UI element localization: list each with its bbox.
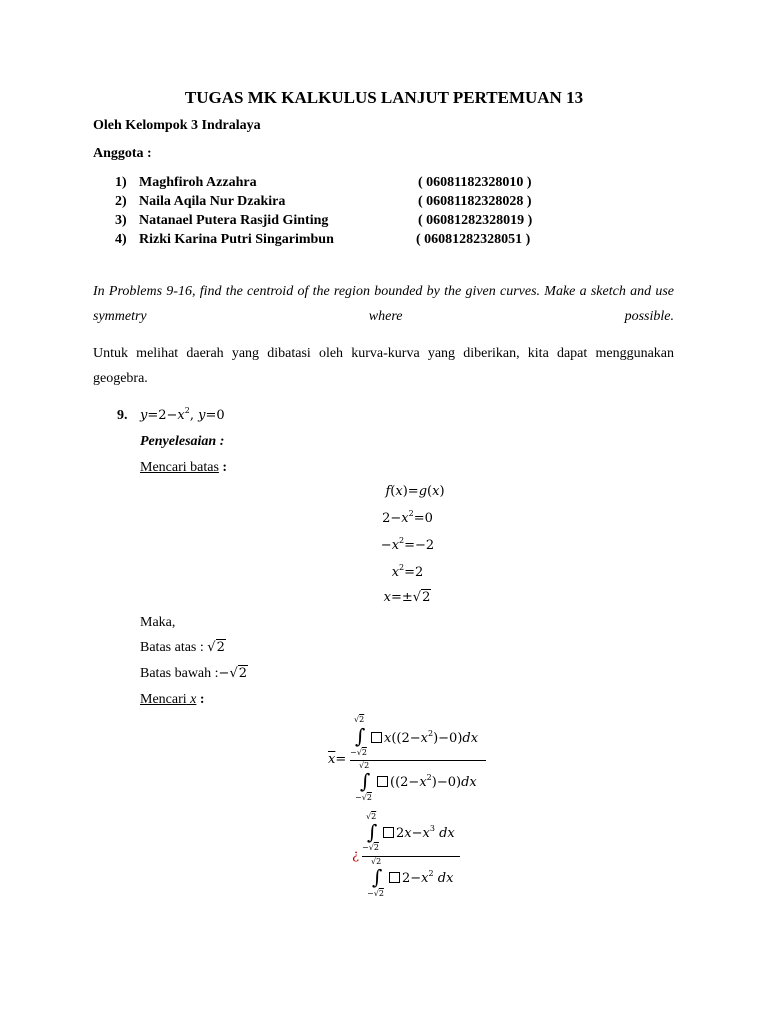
member-name: Rizki Karina Putri Singarimbun: [139, 232, 334, 247]
lower-bound: −√2: [367, 889, 384, 898]
step2-label: Mencari x: [140, 692, 197, 707]
member-id: ( 06081182328028 ): [418, 194, 532, 209]
fraction-bar: [350, 760, 486, 761]
solution-label: Penyelesaian :: [140, 434, 225, 449]
upper-bound: √2: [359, 761, 370, 770]
denominator-integrand: $2-x^2$ dx: [389, 871, 453, 886]
step1-heading: [140, 460, 227, 476]
eq-x2-equals-2: $x^2=2$: [391, 563, 424, 580]
group-line: Oleh Kelompok 3 Indralaya: [93, 118, 261, 133]
document-title: TUGAS MK KALKULUS LANJUT PERTEMUAN 13: [184, 88, 584, 107]
lower-bound: −√2: [362, 843, 379, 852]
member-number: 2): [115, 194, 127, 209]
member-number: 1): [115, 175, 127, 190]
eq-fx-gx: f(x)=g(x): [385, 484, 445, 499]
member-name: Naila Aqila Nur Dzakira: [139, 194, 286, 209]
integral-sign: ∫: [355, 724, 366, 748]
step1-colon: :: [222, 460, 228, 475]
upper-limit-label: Batas atas :: [140, 640, 204, 655]
step1-label: Mencari batas: [140, 460, 219, 475]
lower-limit-line: [140, 666, 248, 682]
step2-colon: :: [199, 692, 205, 707]
problem-equation: $y=2-x^2$, y=0: [140, 406, 225, 423]
member-number: 3): [115, 213, 127, 228]
eq-2-minus-x2: $2-x^2=0$: [382, 509, 433, 526]
eq-neg-x2: $-x^2=-2$: [380, 536, 435, 553]
member-id: ( 06081282328019 ): [418, 213, 533, 228]
integral-sign: ∫: [360, 769, 371, 793]
eq-x-pm-sqrt2: x=±√2: [383, 590, 431, 605]
member-name: Maghfiroh Azzahra: [139, 175, 257, 190]
upper-bound: √2: [371, 857, 382, 866]
lower-bound: −√2: [350, 748, 367, 757]
integral-sign: ∫: [367, 820, 378, 844]
member-number: 4): [115, 232, 127, 247]
denominator-integrand: $((2-x^2)-0)dx$: [377, 775, 477, 790]
intro-paragraph: Untuk melihat daerah yang dibatasi oleh kurva-kurva yang diberikan, kita dapat menggunakan geogebra.: [93, 346, 674, 386]
members-heading: Anggota :: [93, 146, 152, 161]
member-id: ( 06081182328010 ): [418, 175, 532, 190]
lower-limit-value: −√2: [218, 666, 248, 681]
maka-text: Maka,: [140, 615, 176, 630]
lower-limit-label: Batas bawah :: [140, 666, 219, 681]
xbar-symbol: $\overline{x}=$: [328, 752, 347, 767]
upper-limit-line: [140, 640, 226, 656]
member-id: ( 06081282328051 ): [416, 232, 531, 247]
upper-bound: √2: [354, 715, 365, 724]
member-name: Natanael Putera Rasjid Ginting: [139, 213, 329, 228]
problem-statement: In Problems 9-16, find the centroid of the region bounded by the given curves. Make a sketch and use symmetry where possible.: [93, 284, 674, 324]
lower-bound: −√2: [355, 793, 372, 802]
odd-symbol: ¿: [352, 848, 359, 863]
upper-bound: √2: [366, 812, 377, 821]
integral-sign: ∫: [372, 865, 383, 889]
numerator-integrand: $x((2-x^2)-0)dx$: [371, 731, 478, 746]
upper-limit-value: √2: [207, 640, 225, 655]
step2-heading: [140, 692, 205, 708]
numerator-integrand: $2x-x^3$ dx: [383, 826, 455, 841]
problem-number: 9.: [117, 408, 128, 423]
